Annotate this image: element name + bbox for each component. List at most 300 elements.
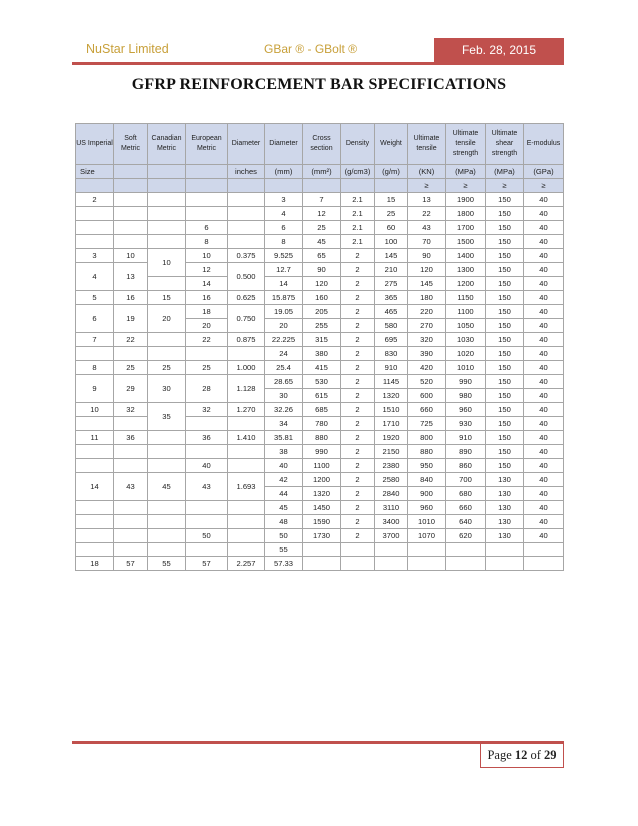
unit-label: (g/m) xyxy=(375,165,408,179)
canadian-metric-cell xyxy=(148,333,186,347)
diameter-in-cell: 0.625 xyxy=(228,291,265,305)
tensile-strength-cell: 1300 xyxy=(446,263,486,277)
shear-strength-cell: 150 xyxy=(486,305,524,319)
table-row xyxy=(76,291,564,305)
ultimate-tensile-cell: 960 xyxy=(408,501,446,515)
col-header: Soft Metric xyxy=(114,124,148,165)
ultimate-tensile-cell: 43 xyxy=(408,221,446,235)
table-row xyxy=(76,557,564,571)
e-modulus-cell: 40 xyxy=(524,263,564,277)
canadian-metric-cell xyxy=(148,515,186,529)
weight-cell xyxy=(375,557,408,571)
e-modulus-cell: 40 xyxy=(524,459,564,473)
cross-section-cell: 415 xyxy=(303,361,341,375)
e-modulus-cell: 40 xyxy=(524,389,564,403)
density-cell: 2.1 xyxy=(341,207,375,221)
european-metric-cell: 18 xyxy=(186,305,228,319)
diameter-mm-cell: 35.81 xyxy=(265,431,303,445)
ultimate-tensile-cell: 1010 xyxy=(408,515,446,529)
shear-strength-cell xyxy=(486,543,524,557)
e-modulus-cell: 40 xyxy=(524,501,564,515)
diameter-mm-cell: 44 xyxy=(265,487,303,501)
diameter-mm-cell: 40 xyxy=(265,459,303,473)
weight-cell: 1510 xyxy=(375,403,408,417)
us-size-cell xyxy=(76,515,114,529)
us-size-cell xyxy=(76,347,114,361)
us-size-cell: 14 xyxy=(76,473,114,501)
shear-strength-cell: 150 xyxy=(486,277,524,291)
tensile-strength-cell: 1030 xyxy=(446,333,486,347)
density-cell: 2 xyxy=(341,277,375,291)
units-row xyxy=(76,165,564,179)
cross-section-cell: 65 xyxy=(303,249,341,263)
diameter-mm-cell: 42 xyxy=(265,473,303,487)
diameter-in-cell xyxy=(228,445,265,459)
ultimate-tensile-cell: 725 xyxy=(408,417,446,431)
density-cell: 2 xyxy=(341,347,375,361)
density-cell: 2 xyxy=(341,249,375,263)
weight-cell: 365 xyxy=(375,291,408,305)
table-row xyxy=(76,473,564,487)
cross-section-cell: 990 xyxy=(303,445,341,459)
density-cell: 2 xyxy=(341,333,375,347)
table-row xyxy=(76,333,564,347)
diameter-in-cell xyxy=(228,221,265,235)
table-row xyxy=(76,207,564,221)
diameter-mm-cell: 48 xyxy=(265,515,303,529)
canadian-metric-cell: 20 xyxy=(148,305,186,333)
european-metric-cell: 12 xyxy=(186,263,228,277)
european-metric-cell: 32 xyxy=(186,403,228,417)
unit-label: (mm²) xyxy=(303,165,341,179)
e-modulus-cell: 40 xyxy=(524,445,564,459)
european-metric-cell: 50 xyxy=(186,529,228,543)
european-metric-cell xyxy=(186,347,228,361)
tensile-strength-cell: 960 xyxy=(446,403,486,417)
table-row xyxy=(76,235,564,249)
density-cell: 2 xyxy=(341,459,375,473)
cross-section-cell: 12 xyxy=(303,207,341,221)
soft-metric-cell xyxy=(114,417,148,431)
diameter-mm-cell: 55 xyxy=(265,543,303,557)
diameter-in-cell: 0.375 xyxy=(228,249,265,263)
diameter-in-cell xyxy=(228,501,265,515)
ultimate-tensile-cell: 800 xyxy=(408,431,446,445)
size-label: Size xyxy=(76,165,114,179)
soft-metric-cell xyxy=(114,347,148,361)
col-header: Weight xyxy=(375,124,408,165)
diameter-mm-cell: 28.65 xyxy=(265,375,303,389)
tensile-strength-cell: 910 xyxy=(446,431,486,445)
european-metric-cell: 36 xyxy=(186,431,228,445)
table-row xyxy=(76,361,564,375)
canadian-metric-cell: 45 xyxy=(148,473,186,501)
shear-strength-cell: 130 xyxy=(486,501,524,515)
shear-strength-cell: 150 xyxy=(486,431,524,445)
header-divider xyxy=(72,62,564,65)
weight-cell: 15 xyxy=(375,193,408,207)
e-modulus-cell: 40 xyxy=(524,291,564,305)
table-row xyxy=(76,445,564,459)
header-row xyxy=(76,124,564,165)
e-modulus-cell: 40 xyxy=(524,361,564,375)
canadian-metric-cell xyxy=(148,431,186,445)
shear-strength-cell xyxy=(486,557,524,571)
tensile-strength-cell: 990 xyxy=(446,375,486,389)
european-metric-cell: 43 xyxy=(186,473,228,501)
e-modulus-cell: 40 xyxy=(524,207,564,221)
us-size-cell: 6 xyxy=(76,305,114,333)
tensile-strength-cell: 1100 xyxy=(446,305,486,319)
soft-metric-cell xyxy=(114,543,148,557)
weight-cell: 2150 xyxy=(375,445,408,459)
diameter-in-cell xyxy=(228,417,265,431)
tensile-strength-cell: 620 xyxy=(446,529,486,543)
diameter-mm-cell: 57.33 xyxy=(265,557,303,571)
soft-metric-cell: 25 xyxy=(114,361,148,375)
cross-section-cell: 1100 xyxy=(303,459,341,473)
soft-metric-cell xyxy=(114,459,148,473)
e-modulus-cell: 40 xyxy=(524,235,564,249)
tensile-strength-cell: 660 xyxy=(446,501,486,515)
table-row xyxy=(76,459,564,473)
ge-symbol: ≥ xyxy=(524,179,564,193)
total-pages: 29 xyxy=(544,748,557,762)
tensile-strength-cell: 980 xyxy=(446,389,486,403)
us-size-cell: 2 xyxy=(76,193,114,207)
weight-cell: 3700 xyxy=(375,529,408,543)
diameter-mm-cell: 38 xyxy=(265,445,303,459)
col-header: Diameter xyxy=(228,124,265,165)
weight-cell xyxy=(375,543,408,557)
us-size-cell xyxy=(76,235,114,249)
weight-cell: 580 xyxy=(375,319,408,333)
european-metric-cell: 40 xyxy=(186,459,228,473)
diameter-mm-cell: 8 xyxy=(265,235,303,249)
table-row xyxy=(76,249,564,263)
shear-strength-cell: 150 xyxy=(486,235,524,249)
soft-metric-cell: 13 xyxy=(114,263,148,291)
e-modulus-cell: 40 xyxy=(524,515,564,529)
ultimate-tensile-cell: 660 xyxy=(408,403,446,417)
density-cell: 2.1 xyxy=(341,235,375,249)
cross-section-cell: 530 xyxy=(303,375,341,389)
canadian-metric-cell xyxy=(148,235,186,249)
tensile-strength-cell: 680 xyxy=(446,487,486,501)
canadian-metric-cell xyxy=(148,459,186,473)
ultimate-tensile-cell: 880 xyxy=(408,445,446,459)
us-size-cell: 8 xyxy=(76,361,114,375)
cross-section-cell: 880 xyxy=(303,431,341,445)
diameter-in-cell: 1.410 xyxy=(228,431,265,445)
soft-metric-cell: 19 xyxy=(114,305,148,333)
weight-cell: 3110 xyxy=(375,501,408,515)
col-header: Canadian Metric xyxy=(148,124,186,165)
e-modulus-cell: 40 xyxy=(524,319,564,333)
diameter-mm-cell: 15.875 xyxy=(265,291,303,305)
canadian-metric-cell: 15 xyxy=(148,291,186,305)
diameter-in-cell xyxy=(228,515,265,529)
diameter-mm-cell: 32.26 xyxy=(265,403,303,417)
canadian-metric-cell xyxy=(148,277,186,291)
soft-metric-cell: 36 xyxy=(114,431,148,445)
shear-strength-cell: 130 xyxy=(486,515,524,529)
diameter-mm-cell: 4 xyxy=(265,207,303,221)
ge-symbol: ≥ xyxy=(408,179,446,193)
cross-section-cell: 315 xyxy=(303,333,341,347)
cross-section-cell: 205 xyxy=(303,305,341,319)
european-metric-cell xyxy=(186,417,228,431)
weight-cell: 1145 xyxy=(375,375,408,389)
canadian-metric-cell xyxy=(148,193,186,207)
european-metric-cell xyxy=(186,501,228,515)
diameter-mm-cell: 22.225 xyxy=(265,333,303,347)
soft-metric-cell xyxy=(114,515,148,529)
header-date: Feb. 28, 2015 xyxy=(434,38,564,62)
unit-label: inches xyxy=(228,165,265,179)
weight-cell: 3400 xyxy=(375,515,408,529)
density-cell: 2 xyxy=(341,487,375,501)
brand-names: GBar ® - GBolt ® xyxy=(264,42,358,56)
ultimate-tensile-cell: 600 xyxy=(408,389,446,403)
diameter-in-cell: 1.693 xyxy=(228,473,265,501)
cross-section-cell: 615 xyxy=(303,389,341,403)
us-size-cell xyxy=(76,529,114,543)
diameter-in-cell: 1.000 xyxy=(228,361,265,375)
soft-metric-cell: 57 xyxy=(114,557,148,571)
e-modulus-cell: 40 xyxy=(524,473,564,487)
e-modulus-cell xyxy=(524,543,564,557)
spec-table xyxy=(75,123,564,571)
shear-strength-cell: 130 xyxy=(486,487,524,501)
density-cell: 2 xyxy=(341,263,375,277)
unit-label: (g/cm3) xyxy=(341,165,375,179)
cross-section-cell: 1730 xyxy=(303,529,341,543)
weight-cell: 830 xyxy=(375,347,408,361)
table-row xyxy=(76,375,564,389)
density-cell: 2 xyxy=(341,389,375,403)
european-metric-cell: 20 xyxy=(186,319,228,333)
diameter-mm-cell: 30 xyxy=(265,389,303,403)
ultimate-tensile-cell: 270 xyxy=(408,319,446,333)
density-cell: 2.1 xyxy=(341,221,375,235)
ultimate-tensile-cell: 1070 xyxy=(408,529,446,543)
current-page: 12 xyxy=(514,748,528,762)
unit-label: (MPa) xyxy=(486,165,524,179)
us-size-cell: 7 xyxy=(76,333,114,347)
cross-section-cell: 255 xyxy=(303,319,341,333)
soft-metric-cell xyxy=(114,235,148,249)
cross-section-cell: 780 xyxy=(303,417,341,431)
us-size-cell xyxy=(76,221,114,235)
cross-section-cell: 90 xyxy=(303,263,341,277)
european-metric-cell: 22 xyxy=(186,333,228,347)
tensile-strength-cell: 1800 xyxy=(446,207,486,221)
diameter-mm-cell: 19.05 xyxy=(265,305,303,319)
table-row xyxy=(76,277,564,291)
col-header: Diameter xyxy=(265,124,303,165)
canadian-metric-cell: 30 xyxy=(148,375,186,403)
diameter-in-cell: 0.500 xyxy=(228,263,265,291)
diameter-in-cell xyxy=(228,543,265,557)
shear-strength-cell: 150 xyxy=(486,347,524,361)
tensile-strength-cell: 1500 xyxy=(446,235,486,249)
diameter-in-cell xyxy=(228,347,265,361)
tensile-strength-cell: 1010 xyxy=(446,361,486,375)
ultimate-tensile-cell: 120 xyxy=(408,263,446,277)
e-modulus-cell: 40 xyxy=(524,305,564,319)
ultimate-tensile-cell: 420 xyxy=(408,361,446,375)
soft-metric-cell xyxy=(114,193,148,207)
us-size-cell xyxy=(76,445,114,459)
cross-section-cell: 120 xyxy=(303,277,341,291)
european-metric-cell xyxy=(186,543,228,557)
tensile-strength-cell: 890 xyxy=(446,445,486,459)
table-row xyxy=(76,193,564,207)
e-modulus-cell: 40 xyxy=(524,375,564,389)
soft-metric-cell: 32 xyxy=(114,403,148,417)
weight-cell: 210 xyxy=(375,263,408,277)
tensile-strength-cell: 1150 xyxy=(446,291,486,305)
cross-section-cell: 25 xyxy=(303,221,341,235)
cross-section-cell: 1200 xyxy=(303,473,341,487)
european-metric-cell xyxy=(186,445,228,459)
density-cell: 2 xyxy=(341,403,375,417)
col-header: US Imperial xyxy=(76,124,114,165)
table-row xyxy=(76,529,564,543)
ultimate-tensile-cell xyxy=(408,543,446,557)
soft-metric-cell: 10 xyxy=(114,249,148,263)
ultimate-tensile-cell: 22 xyxy=(408,207,446,221)
density-cell xyxy=(341,557,375,571)
diameter-mm-cell: 9.525 xyxy=(265,249,303,263)
diameter-in-cell xyxy=(228,207,265,221)
unit-label: (mm) xyxy=(265,165,303,179)
shear-strength-cell: 150 xyxy=(486,249,524,263)
european-metric-cell xyxy=(186,515,228,529)
e-modulus-cell: 40 xyxy=(524,403,564,417)
weight-cell: 465 xyxy=(375,305,408,319)
density-cell: 2 xyxy=(341,501,375,515)
shear-strength-cell: 150 xyxy=(486,417,524,431)
e-modulus-cell: 40 xyxy=(524,221,564,235)
table-row xyxy=(76,543,564,557)
density-cell: 2 xyxy=(341,473,375,487)
canadian-metric-cell xyxy=(148,207,186,221)
european-metric-cell: 57 xyxy=(186,557,228,571)
col-header: Ultimate tensile strength xyxy=(446,124,486,165)
diameter-in-cell xyxy=(228,235,265,249)
shear-strength-cell: 150 xyxy=(486,291,524,305)
density-cell: 2 xyxy=(341,417,375,431)
diameter-mm-cell: 6 xyxy=(265,221,303,235)
e-modulus-cell: 40 xyxy=(524,347,564,361)
company-name: NuStar Limited xyxy=(86,42,169,56)
e-modulus-cell: 40 xyxy=(524,431,564,445)
ultimate-tensile-cell: 320 xyxy=(408,333,446,347)
of-label: of xyxy=(530,748,541,762)
ultimate-tensile-cell: 390 xyxy=(408,347,446,361)
col-header: European Metric xyxy=(186,124,228,165)
soft-metric-cell: 16 xyxy=(114,291,148,305)
tensile-strength-cell: 1900 xyxy=(446,193,486,207)
cross-section-cell: 1320 xyxy=(303,487,341,501)
density-cell: 2 xyxy=(341,431,375,445)
canadian-metric-cell xyxy=(148,501,186,515)
ultimate-tensile-cell: 520 xyxy=(408,375,446,389)
canadian-metric-cell: 35 xyxy=(148,403,186,431)
ultimate-tensile-cell: 900 xyxy=(408,487,446,501)
cross-section-cell: 160 xyxy=(303,291,341,305)
density-cell: 2 xyxy=(341,319,375,333)
soft-metric-cell xyxy=(114,529,148,543)
european-metric-cell: 28 xyxy=(186,375,228,403)
us-size-cell: 4 xyxy=(76,263,114,291)
tensile-strength-cell: 1020 xyxy=(446,347,486,361)
soft-metric-cell xyxy=(114,207,148,221)
density-cell: 2 xyxy=(341,375,375,389)
tensile-strength-cell: 860 xyxy=(446,459,486,473)
col-header: Density xyxy=(341,124,375,165)
unit-label: (GPa) xyxy=(524,165,564,179)
ultimate-tensile-cell: 840 xyxy=(408,473,446,487)
cross-section-cell: 685 xyxy=(303,403,341,417)
european-metric-cell: 10 xyxy=(186,249,228,263)
diameter-in-cell: 1.128 xyxy=(228,375,265,403)
col-header: Ultimate shear strength xyxy=(486,124,524,165)
canadian-metric-cell xyxy=(148,221,186,235)
shear-strength-cell: 150 xyxy=(486,207,524,221)
unit-label: (MPa) xyxy=(446,165,486,179)
tensile-strength-cell xyxy=(446,557,486,571)
ge-symbol: ≥ xyxy=(446,179,486,193)
diameter-mm-cell: 12.7 xyxy=(265,263,303,277)
european-metric-cell: 14 xyxy=(186,277,228,291)
weight-cell: 1710 xyxy=(375,417,408,431)
shear-strength-cell: 130 xyxy=(486,473,524,487)
density-cell: 2 xyxy=(341,305,375,319)
canadian-metric-cell: 10 xyxy=(148,249,186,277)
density-cell: 2 xyxy=(341,445,375,459)
density-cell: 2 xyxy=(341,291,375,305)
density-cell: 2.1 xyxy=(341,193,375,207)
european-metric-cell: 25 xyxy=(186,361,228,375)
ultimate-tensile-cell: 145 xyxy=(408,277,446,291)
diameter-mm-cell: 45 xyxy=(265,501,303,515)
tensile-strength-cell: 1050 xyxy=(446,319,486,333)
cross-section-cell: 380 xyxy=(303,347,341,361)
shear-strength-cell: 130 xyxy=(486,529,524,543)
european-metric-cell: 6 xyxy=(186,221,228,235)
diameter-mm-cell: 3 xyxy=(265,193,303,207)
shear-strength-cell: 150 xyxy=(486,389,524,403)
cross-section-cell: 45 xyxy=(303,235,341,249)
shear-strength-cell: 150 xyxy=(486,319,524,333)
e-modulus-cell: 40 xyxy=(524,487,564,501)
european-metric-cell: 16 xyxy=(186,291,228,305)
european-metric-cell: 8 xyxy=(186,235,228,249)
diameter-mm-cell: 24 xyxy=(265,347,303,361)
shear-strength-cell: 150 xyxy=(486,263,524,277)
tensile-strength-cell: 640 xyxy=(446,515,486,529)
e-modulus-cell: 40 xyxy=(524,333,564,347)
unit-label: (KN) xyxy=(408,165,446,179)
ultimate-tensile-cell: 90 xyxy=(408,249,446,263)
canadian-metric-cell xyxy=(148,445,186,459)
page-header xyxy=(72,38,564,62)
weight-cell: 1320 xyxy=(375,389,408,403)
diameter-in-cell: 0.750 xyxy=(228,305,265,333)
